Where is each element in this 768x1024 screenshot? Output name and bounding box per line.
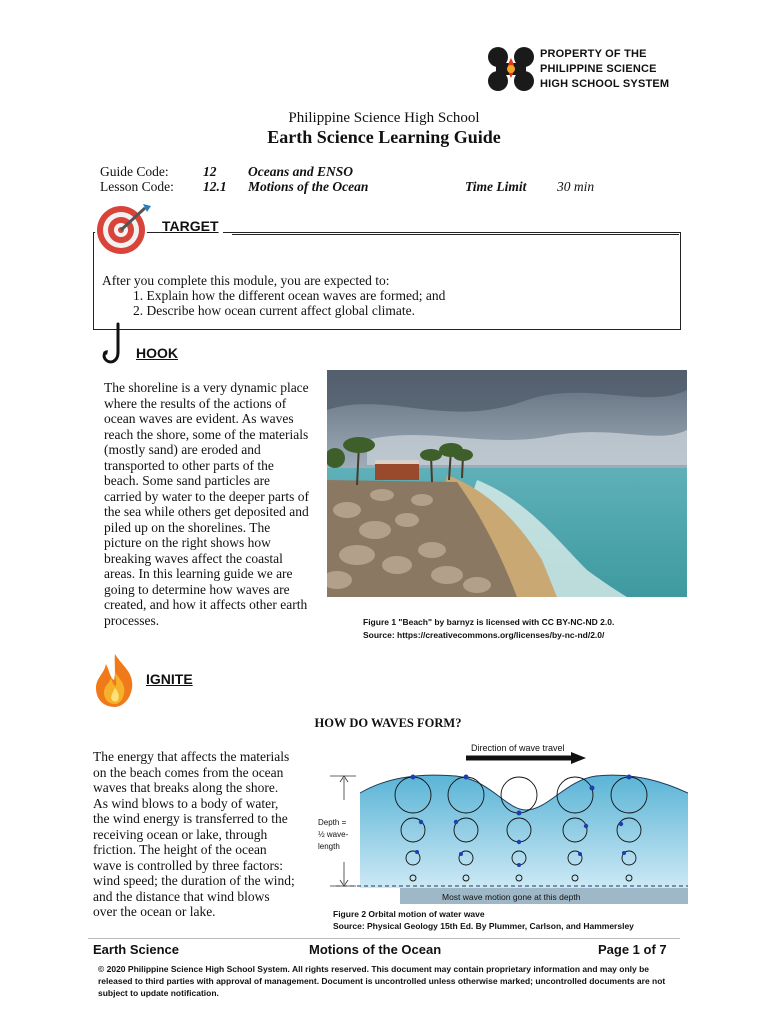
depth-label-1: Depth = (318, 818, 347, 827)
copyright-notice: © 2020 Philippine Science High School System. All rights reserved. This document may contain proprietary information and may only be released to third parties with approval of management. Document is uncontrolled unless otherwise marked; uncontrolled documents are not subject to update notification. (98, 964, 666, 998)
ignite-line: receiving ocean or lake, through (93, 826, 268, 842)
wave-diagram (316, 738, 688, 908)
figure-1-caption-line: Figure 1 "Beach" by barnyz is licensed with CC BY-NC-ND 2.0. (363, 617, 615, 627)
hook-line: where the results of the actions of (104, 395, 287, 411)
depth-label-2: ½ wave- (318, 830, 349, 839)
footer-page-number: Page 1 of 7 (598, 942, 667, 957)
hook-line: areas. In this learning guide we are (104, 566, 293, 581)
page-title: Earth Science Learning Guide (267, 127, 501, 147)
guide-code-label: Guide Code: (100, 164, 169, 179)
hook-line: ocean waves are evident. As waves (104, 411, 294, 426)
ignite-line: on the beach comes from the ocean (93, 764, 284, 780)
figure-1-caption (363, 616, 614, 642)
hook-heading: HOOK (136, 345, 178, 361)
time-limit: 30 min (557, 179, 595, 194)
ignite-line: the wind energy is transferred to the (93, 811, 288, 826)
footer-rule (88, 938, 680, 939)
hook-icon (100, 322, 130, 373)
target-rule (232, 234, 679, 235)
pshs-logo-icon (486, 44, 538, 94)
ignite-line: and the distance that wind blows (93, 888, 270, 904)
ignite-line: As wind blows to a body of water, (93, 795, 279, 811)
lesson-code-label: Lesson Code: (100, 179, 174, 194)
time-limit-label: Time Limit (465, 179, 527, 194)
hook-line: carried by water to the deeper parts of (104, 488, 310, 504)
ignite-line: waves that breaks along the shore. (93, 780, 279, 795)
target-item-2: 2. Describe how ocean current affect global climate. (133, 303, 415, 318)
ignite-subheading: HOW DO WAVES FORM? (314, 716, 462, 730)
footer-lesson: Motions of the Ocean (309, 942, 442, 957)
depth-label-3: length (318, 842, 340, 851)
logo-text (540, 47, 669, 92)
footer-subject: Earth Science (93, 942, 179, 957)
lesson-topic: Motions of the Ocean (248, 179, 369, 194)
ignite-line: over the ocean or lake. (93, 904, 216, 919)
hook-line: piled up on the shorelines. The (104, 519, 271, 535)
hook-line: created, and how it affects other earth (104, 597, 308, 612)
guide-code: 12 (203, 164, 217, 179)
direction-label: Direction of wave travel (471, 743, 565, 753)
school-name: Philippine Science High School (288, 110, 480, 126)
ignite-line: wind speed; the duration of the wind; (93, 873, 295, 888)
target-icon (93, 200, 155, 263)
ignite-line: friction. The height of the ocean (93, 842, 267, 857)
logo-line-3: HIGH SCHOOL SYSTEM (540, 78, 670, 90)
hook-line: breaking waves affect the coastal (104, 550, 283, 566)
target-intro: After you complete this module, you are expected to: (102, 273, 390, 288)
bottom-label: Most wave motion gone at this depth (442, 892, 581, 902)
hook-line: the sea while others get deposited and (104, 504, 309, 519)
guide-topic: Oceans and ENSO (248, 164, 354, 179)
target-heading: TARGET (162, 218, 223, 234)
hook-line: reach the shore, some of the materials (104, 426, 309, 442)
figure-2-caption (333, 908, 634, 932)
fire-icon (92, 652, 138, 713)
hook-line: The shoreline is a very dynamic place (104, 380, 309, 395)
ignite-line: The energy that affects the materials (93, 749, 290, 764)
hook-line: processes. (104, 612, 160, 628)
hook-paragraph (104, 380, 315, 628)
figure-2-source: Source: Physical Geology 15th Ed. By Plummer, Carlson, and Hammersley (333, 921, 634, 931)
lesson-code: 12.1 (203, 179, 227, 194)
hook-line: beach. Some sand particles are (104, 473, 271, 488)
figure-2-caption-line: Figure 2 Orbital motion of water wave (333, 909, 485, 919)
hook-line: picture on the right shows how (104, 535, 271, 550)
target-item-1: 1. Explain how the different ocean waves are formed; and (133, 288, 446, 303)
beach-photo (327, 370, 687, 597)
hook-line: (mostly sand) are eroded and (104, 442, 261, 457)
ignite-heading: IGNITE (146, 671, 193, 687)
hook-line: transported to other parts of the (104, 457, 274, 473)
figure-1-source: Source: https://creativecommons.org/licenses/by-nc-nd/2.0/ (363, 630, 605, 640)
hook-line: going to determine how waves are (104, 581, 290, 597)
logo-line-1: PROPERTY OF THE (540, 48, 647, 60)
logo-line-2: PHILIPPINE SCIENCE (540, 63, 657, 75)
ignite-paragraph (93, 749, 301, 920)
ignite-line: wave is controlled by three factors: (93, 857, 284, 873)
